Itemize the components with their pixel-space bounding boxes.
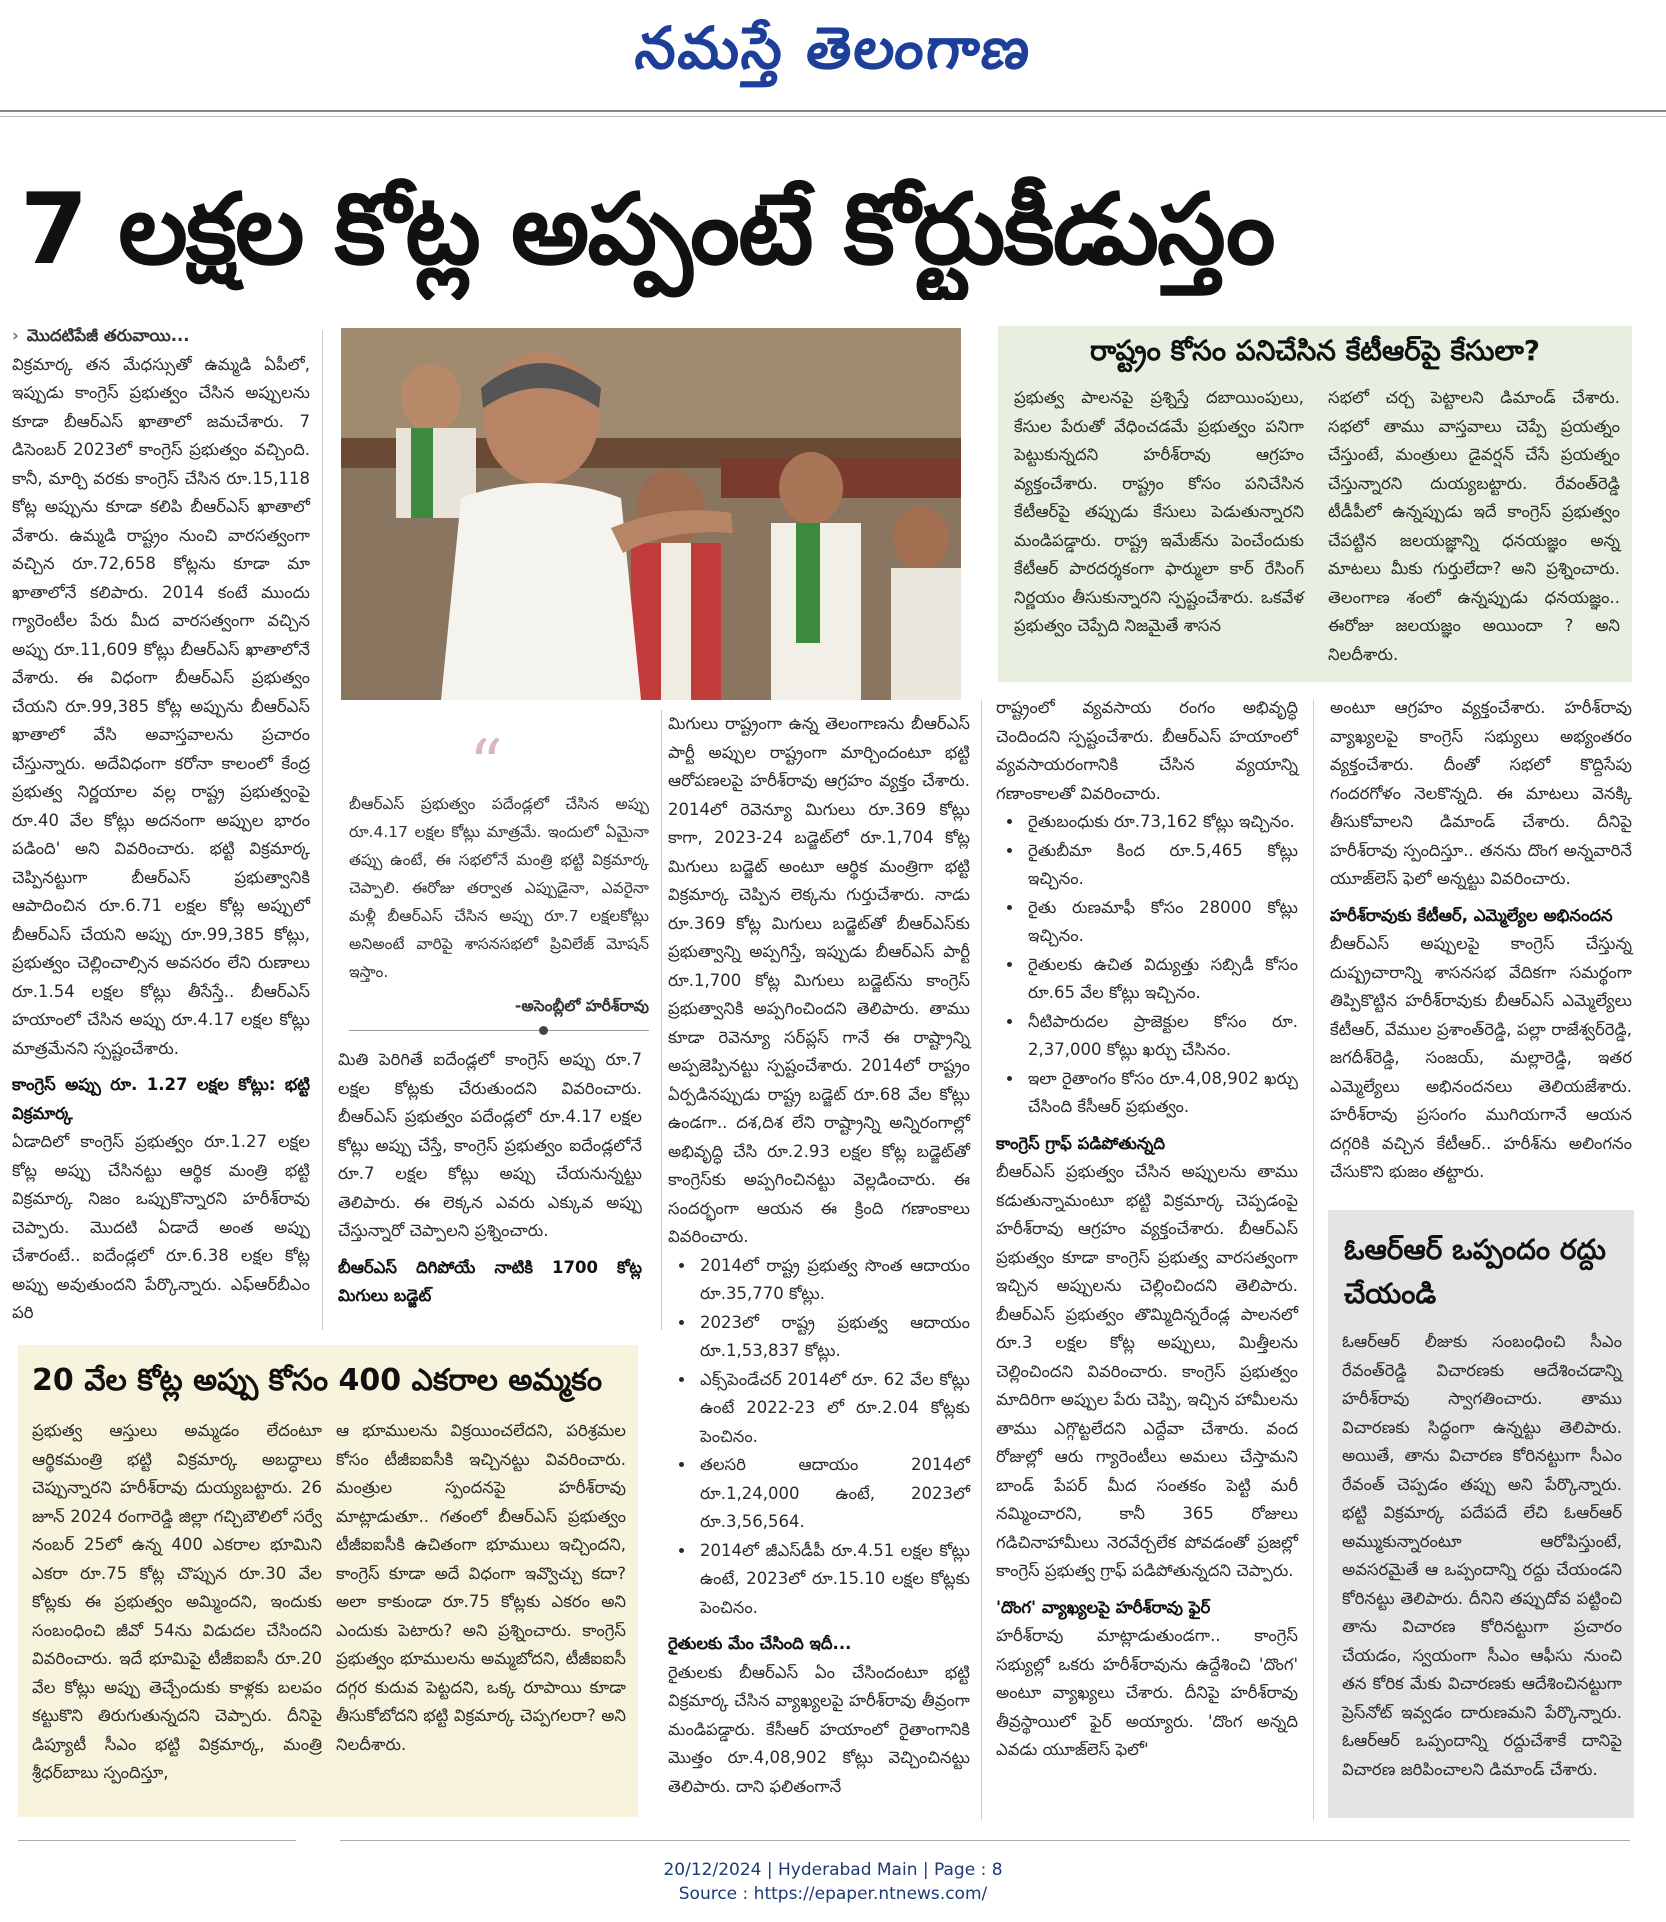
divider-dot-icon bbox=[539, 1026, 548, 1035]
article-paragraph: ఏడాదిలో కాంగ్రెస్ ప్రభుత్వం రూ.1.27 లక్షల కోట్ల అప్పు చేసినట్టు ఆర్థిక మంత్రి భట్టి విక్రమార్క నిజం ఒప్పుకొన్నారని హరీశ్‌రావు చెప్పారు. మొదటి ఏడాదే అంత అప్పు చేశారంటే.. ఐదేండ్లలో రూ.6.38 లక్షల కోట్ల అప్పు అవుతుందని పేర్కొన్నారు. ఎఫ్ఆర్‌బీఎం పరి bbox=[12, 1132, 310, 1322]
article-paragraph: రాష్ట్రంలో వ్యవసాయ రంగం అభివృద్ధి చెందిందని స్పష్టంచేశారు. బీఆర్ఎస్ హయాంలో వ్యవసాయరంగానికి చేసిన వ్యయాన్ని గణాంకాలతో వివరించారు. bbox=[996, 698, 1298, 803]
masthead bbox=[0, 0, 1666, 108]
column-divider bbox=[981, 700, 982, 1820]
box-text-right: సభలో చర్చ పెట్టాలని డిమాండ్ చేశారు. సభలో తాము వాస్తవాలు చెప్పే ప్రయత్నం చేస్తుంటే, మంత్రులు డైవర్షన్ చేసే ప్రయత్నం చేస్తున్నారని దుయ్యబట్టారు. రేవంత్‌రెడ్డి టీడీపీలో ఉన్నప్పుడు ఇదే కాంగ్రెస్ ప్రభుత్వం చేపట్టిన జలయజ్ఞాన్ని ధనయజ్ఞం అన్న మాటలు మీకు గుర్తులేదా? అని ప్రశ్నించారు. తెలంగాణ శంలో ఉన్నప్పుడు ధనయజ్ఞం.. ఈరోజు జలయజ్ఞం అయిందా ? అని నిలదీశారు. bbox=[1328, 388, 1620, 664]
land-sale-box bbox=[18, 1345, 638, 1817]
right-center-column bbox=[996, 694, 1298, 1765]
ktr-sidebar-box bbox=[998, 326, 1632, 682]
article-paragraph: రైతులకు బీఆర్ఎస్ ఏం చేసిందంటూ భట్టి విక్రమార్క చేసిన వ్యాఖ్యలపై హరీశ్‌రావు తీవ్రంగా మండిపడ్డారు. కేసీఆర్ హయాంలో రైతాంగానికి మొత్తం రూ.4,08,902 కోట్లు వెచ్చించినట్టు తెలిపారు. దాని ఫలితంగానే bbox=[668, 1662, 970, 1796]
quote-text: బీఆర్ఎస్ ప్రభుత్వం పదేండ్లలో చేసిన అప్పు రూ.4.17 లక్షల కోట్లు మాత్రమే. ఇందులో ఏమైనా తప్పు ఉంటే, ఈ సభలోనే మంత్రి భట్టి విక్రమార్క చెప్పాలి. ఈరోజు తర్వాత ఎప్పుడైనా, ఎవరైనా మళ్లీ బీఆర్ఎస్ చేసిన అప్పు రూ.7 లక్షలకోట్లు అనిఅంటే వారిపై శాసనసభలో ప్రివిలేజ్ మోషన్ ఇస్తాం. bbox=[349, 795, 649, 981]
edition-info: 20/12/2024 | Hyderabad Main | Page : 8 bbox=[663, 1860, 1003, 1880]
list-item: • 2023లో రాష్ట్ర ప్రభుత్వ ఆదాయం రూ.1,53,837 కోట్లు. bbox=[696, 1309, 970, 1366]
quote-mark-icon: “ bbox=[469, 726, 503, 803]
page-footer bbox=[0, 1858, 1666, 1906]
article-paragraph: మిగులు రాష్ట్రంగా ఉన్న తెలంగాణను బీఆర్ఎస్ పార్టీ అప్పుల రాష్ట్రంగా మార్చిందంటూ భట్టి ఆరోపణలపై హరీశ్‌రావు ఆగ్రహం వ్యక్తం చేశారు. 2014లో రెవెన్యూ మిగులు రూ.369 కోట్లు కాగా, 2023-24 బడ్జెట్‌లో రూ.1,704 కోట్ల మిగులు బడ్జెట్ అంటూ ఆర్థిక మంత్రిగా భట్టి విక్రమార్క చెప్పిన లెక్కను గుర్తుచేశారు. నాడు రూ.369 కోట్ల మిగులు బడ్జెట్‌తో బీఆర్ఎస్‌కు ప్రభుత్వాన్ని అప్పగిస్తే, ఇప్పుడు బీఆర్ఎస్ పార్టీ రూ.1,700 కోట్ల మిగులు బడ్జెట్‌ను కాంగ్రెస్ ప్రభుత్వానికి అప్పగించిందని తెలిపారు. తాము కూడా రెవెన్యూ సర్‌ప్లస్ గానే ఈ రాష్ట్రాన్ని అప్పజెప్పినట్టు స్పష్టంచేశారు. 2014లో రాష్ట్రం ఏర్పడినప్పుడు రాష్ట్ర బడ్జెట్ రూ.68 వేల కోట్లు ఉండగా.. దశ,దిశ లేని రాష్ట్రాన్ని అన్నిరంగాల్లో అభివృద్ధి చేసి రూ.2.93 లక్షల కోట్ల బడ్జెట్‌తో కాంగ్రెస్‌కు అప్పగించినట్టు వెల్లడించారు. ఈ సందర్భంగా ఆయన ఈ క్రింది గణాంకాలు వివరించారు. bbox=[668, 714, 970, 1246]
article-paragraph: బీఆర్ఎస్ అప్పులపై కాంగ్రెస్ చేస్తున్న దుష్ప్రచారాన్ని శాసనసభ వేదికగా సమర్థంగా తిప్పికొట్టిన హరీశ్‌రావుకు బీఆర్ఎస్ ఎమ్మెల్యేలు కేటీఆర్, వేముల ప్రశాంత్‌రెడ్డి, పల్లా రాజేశ్వర్‌రెడ్డి, జగదీశ్‌రెడ్డి, సంజయ్, మల్లారెడ్డి, ఇతర ఎమ్మెల్యేలు అభినందనలు తెలియజేశారు. హరీశ్‌రావు ప్రసంగం ముగియగానే ఆయన దగ్గరికి వచ్చిన కేటీఆర్.. హరీశ్‌ను అలింగనం చేసుకొని భుజం తట్టారు. bbox=[1330, 934, 1632, 1181]
quote-attribution: -అసెంబ్లీలో హరీశ్‌రావు bbox=[514, 997, 649, 1015]
subheading: బీఆర్ఎస్ దిగిపోయే నాటికి 1700 కోట్ల మిగులు బడ్జెట్ bbox=[338, 1257, 642, 1305]
bottom-divider bbox=[18, 1840, 296, 1841]
list-item: • నీటిపారుదల ప్రాజెక్టుల కోసం రూ. 2,37,000 కోట్లు ఖర్చు చేసినం. bbox=[1024, 1008, 1298, 1065]
article-paragraph: హరీశ్‌రావు మాట్లాడుతుండగా.. కాంగ్రెస్ సభ్యుల్లో ఒకరు హరీశ్‌రావును ఉద్దేశించి 'దొంగ' అంటూ వ్యాఖ్యలు చేశారు. దీనిపై హరీశ్‌రావు తీవ్రస్థాయిలో ఫైర్ అయ్యారు. 'దొంగ అన్నది ఎవడు యూజ్‌లెస్ ఫెలో' bbox=[996, 1626, 1298, 1759]
box-title: ఓఆర్ఆర్ ఒప్పందం రద్దు చేయండి bbox=[1344, 1233, 1606, 1310]
list-item: • తలసరి ఆదాయం 2014లో రూ.1,24,000 ఉంటే, 2023లో రూ.3,56,564. bbox=[696, 1451, 970, 1537]
newspaper-logo: నమస్తే తెలంగాణ bbox=[632, 14, 1036, 82]
bottom-divider bbox=[340, 1840, 1630, 1841]
list-item: • రైతుబీమా కింద రూ.5,465 కోట్లు ఇచ్చినం. bbox=[1024, 837, 1298, 894]
right-column bbox=[1330, 694, 1632, 1187]
source-link[interactable]: Source : https://epaper.ntnews.com/ bbox=[678, 1884, 988, 1904]
continued-kicker: మొదటిపేజీ తరువాయి... bbox=[26, 326, 190, 345]
list-item: • 2014లో రాష్ట్ర ప్రభుత్వ సొంత ఆదాయం రూ.35,770 కోట్లు. bbox=[696, 1252, 970, 1309]
chevron-right-icon: › bbox=[12, 326, 19, 345]
assembly-photo-illustration bbox=[341, 328, 961, 700]
subheading: కాంగ్రెస్ అప్పు రూ. 1.27 లక్షల కోట్లు: భట్టి విక్రమార్క bbox=[12, 1075, 310, 1123]
orr-box bbox=[1328, 1210, 1634, 1818]
box-text-right: ఆ భూములను విక్రయించలేదని, పరిశ్రమల కోసం టీజీఐఐసీకి ఇచ్చినట్టు వివరించారు. మంత్రుల స్పందనపై హరీశ్‌రావు మాట్లాడుతూ.. గతంలో బీఆర్ఎస్ ప్రభుత్వం టీజీఐఐసీకి ఉచితంగా భూములు ఇచ్చిందని, కాంగ్రెస్ కూడా అదే విధంగా ఇవ్వొచ్చు కదా? అలా కాకుండా రూ.75 కోట్లకు ఎకరం అని ఎందుకు పెటారు? అని ప్రశ్నించారు. కాంగ్రెస్ ప్రభుత్వం భూములను అమ్మబోదని, టీజీఐఐసీ దగ్గర కుదువ పెట్టదని, ఒక్క రూపాయి కూడా తీసుకోబోదని భట్టి విక్రమార్క చెప్పగలరా? అని నిలదీశారు. bbox=[336, 1421, 626, 1754]
box-text: ఓఆర్ఆర్ లీజుకు సంబంధించి సీఎం రేవంత్‌రెడ్డి విచారణకు ఆదేశించడాన్ని హరీశ్‌రావు స్వాగతించారు. తాము విచారణకు సిద్ధంగా ఉన్నట్టు తెలిపారు. అయితే, తాను విచారణ కోరినట్టుగా సీఎం రేవంత్ చెప్పడం తప్పు అని పేర్కొన్నారు. భట్టి విక్రమార్క పదేపదే లేచి ఓఆర్ఆర్ అమ్ముకున్నారంటూ ఆరోపిస్తుంటే, అవసరమైతే ఆ ఒప్పందాన్ని రద్దు చేయండని కోరినట్టు తెలిపారు. దీనిని తప్పుదోవ పట్టించి తాను విచారణ కోరినట్టుగా ప్రచారం చేయడం, స్వయంగా సీఎం ఆఫీసు నుంచి తన కోరిక మేకు విచారణకు ఆదేశించినట్టుగా ప్రెస్‌నోట్ ఇవ్వడం దారుణమని పేర్కొన్నారు. ఓఆర్ఆర్ ఒప్పందాన్ని రద్దుచేశాకే దానిపై విచారణ జరిపించాలని డిమాండ్ చేశారు. bbox=[1342, 1332, 1622, 1779]
masthead-divider bbox=[0, 110, 1666, 112]
center-column bbox=[668, 710, 970, 1801]
list-item: • రైతు రుణమాఫీ కోసం 28000 కోట్లు ఇచ్చినం. bbox=[1024, 894, 1298, 951]
list-item: • రైతులకు ఉచిత విద్యుత్తు సబ్సిడీ కోసం రూ.65 వేల కోట్లు ఇచ్చినం. bbox=[1024, 951, 1298, 1008]
article-paragraph: అంటూ ఆగ్రహం వ్యక్తంచేశారు. హరీశ్‌రావు వ్యాఖ్యలపై కాంగ్రెస్ సభ్యులు అభ్యంతరం వ్యక్తంచేశారు. దీంతో సభలో కొద్దిసేపు గందరగోళం నెలకొన్నది. ఈ మాటలు వెనక్కి తీసుకోవాలని డిమాండ్ చేశారు. దీనిపై హరీశ్‌రావు స్పందిస్తూ.. తనను దొంగ అన్నవారినే యూజ్‌లెస్ ఫెలో అన్నట్టు వివరించారు. bbox=[1330, 698, 1632, 888]
article-paragraph: మితి పెరిగితే ఐదేండ్లలో కాంగ్రెస్ అప్పు రూ.7 లక్షల కోట్లకు చేరుతుందని వివరించారు. బీఆర్ఎస్ ప్రభుత్వం పదేండ్లలో రూ.4.17 లక్షల కోట్లు అప్పు చేస్తే, కాంగ్రెస్ ప్రభుత్వం ఐదేండ్లలోనే రూ.7 లక్షల కోట్లు అప్పు చేయనున్నట్టు తెలిపారు. ఈ లెక్కన ఎవరు ఎక్కువ అప్పు చేస్తున్నారో చెప్పాలని ప్రశ్నించారు. bbox=[338, 1050, 642, 1240]
left-column bbox=[12, 322, 310, 1328]
list-item: • ఎక్స్‌పెండేచర్ 2014లో రూ. 62 వేల కోట్లు ఉంటే 2022-23 లో రూ.2.04 కోట్లకు పెంచినం. bbox=[696, 1366, 970, 1452]
middle-left-column bbox=[338, 1046, 642, 1311]
main-headline: 7 లక్షల కోట్ల అప్పంటే కోర్టుకీడుస్తం bbox=[20, 173, 1274, 287]
subheading: కాంగ్రెస్ గ్రాఫ్ పడిపోతున్నది bbox=[996, 1133, 1166, 1153]
list-item: • ఇలా రైతాంగం కోసం రూ.4,08,902 ఖర్చు చేసింది కేసీఆర్ ప్రభుత్వం. bbox=[1024, 1065, 1298, 1122]
article-paragraph: బీఆర్ఎస్ ప్రభుత్వం చేసిన అప్పులను తాము కడుతున్నామంటూ భట్టి విక్రమార్క చెప్పడంపై హరీశ్‌రావు ఆగ్రహం వ్యక్తంచేశారు. బీఆర్ఎస్ ప్రభుత్వం కూడా కాంగ్రెస్ ప్రభుత్వ వారసత్వంగా ఇచ్చిన అప్పులను చెల్లించిందని తెలిపారు. బీఆర్ఎస్ ప్రభుత్వం తొమ్మిదిన్నరేండ్ల పాలనలో రూ.3 లక్షల కోట్ల అప్పులు, మిత్తీలను చెల్లించిందని వివరించారు. కాంగ్రెస్ ప్రభుత్వం మాదిరిగా అప్పుల పేరు చెప్పి, ఇచ్చిన హామీలను తాము ఎగ్గొట్టలేదని ఎద్దేవా చేశారు. వంద రోజుల్లో ఆరు గ్యారెంటీలు అమలు చేస్తామని బాండ్ పేపర్ మీద సంతకం పెట్టి మరీ నమ్మించారని, కానీ 365 రోజులు గడిచినాహామీలు నెరవేర్చలేక పోవడంతో ప్రజల్లో కాంగ్రెస్ ప్రభుత్వ గ్రాఫ్ పడిపోతున్నదని చెప్పారు. bbox=[996, 1162, 1298, 1580]
subheading: 'దొంగ' వ్యాఖ్యలపై హరీశ్‌రావు ఫైర్ bbox=[996, 1597, 1211, 1617]
column-divider bbox=[322, 330, 323, 1330]
box-text-left: ప్రభుత్వ పాలనపై ప్రశ్నిస్తే దబాయింపులు, కేసుల పేరుతో వేధించడమే ప్రభుత్వం పనిగా పెట్టుకున్నదని హరీశ్‌రావు ఆగ్రహం వ్యక్తంచేశారు. రాష్ట్రం కోసం పనిచేసిన కేటీఆర్‌పై తప్పుడు కేసులు పెడుతున్నారని మండిపడ్డారు. రాష్ట్ర ఇమేజ్‌ను పెంచేందుకు కేటీఆర్ పారదర్శకంగా ఫార్ములా కార్ రేసింగ్ నిర్ణయం తీసుకున్నారని స్పష్టంచేశారు. ఒకవేళ ప్రభుత్వం చెప్పేది నిజమైతే శాసన bbox=[1014, 388, 1304, 635]
farmer-stats-list bbox=[996, 808, 1298, 1122]
subheading: హరీశ్‌రావుకు కేటీఆర్, ఎమ్మెల్యేల అభినందన bbox=[1330, 905, 1613, 925]
column-divider bbox=[661, 710, 662, 1330]
list-item: • 2014లో జీఎస్‌డీపీ రూ.4.51 లక్షల కోట్లు ఉంటే, 2023లో రూ.15.10 లక్షల కోట్లకు పెంచినం. bbox=[696, 1537, 970, 1623]
pull-quote bbox=[349, 726, 649, 1031]
assembly-photo bbox=[341, 328, 961, 700]
box-text-left: ప్రభుత్వ ఆస్తులు అమ్మడం లేదంటూ ఆర్థికమంత్రి భట్టి విక్రమార్క అబద్ధాలు చెప్పున్నారని హరీశ్‌రావు దుయ్యబట్టారు. 26 జూన్ 2024 రంగారెడ్డి జిల్లా గచ్చిబౌలిలో సర్వే నంబర్ 25లో ఉన్న 400 ఎకరాల భూమిని ఎకరా రూ.75 కోట్ల చొప్పున రూ.30 వేల కోట్లకు ఈ ప్రభుత్వం అమ్మిందని, ఇందుకు సంబంధించి జీవో 54ను విడుదల చేసిందని వివరించారు. ఇదే భూమిపై టీజీఐఐసీ రూ.20 వేల కోట్లు అప్పు తెచ్చేందుకు కాళ్లకు బలపం కట్టుకొని తిరుగుతున్నదని చెప్పారు. దీనిపై డిప్యూటీ సీఎం భట్టి విక్రమార్క, మంత్రి శ్రీధర్‌బాబు స్పందిస్తూ, bbox=[32, 1421, 322, 1782]
column-divider bbox=[1313, 700, 1314, 1820]
box-title: 20 వేల కోట్ల అప్పు కోసం 400 ఎకరాల అమ్మకం bbox=[32, 1363, 603, 1398]
quote-divider bbox=[349, 1030, 649, 1031]
stats-list bbox=[668, 1252, 970, 1623]
subheading: రైతులకు మేం చేసింది ఇదీ... bbox=[668, 1634, 852, 1653]
box-title: రాష్ట్రం కోసం పనిచేసిన కేటీఆర్‌పై కేసులా? bbox=[1089, 334, 1541, 367]
article-paragraph: విక్రమార్క తన మేధస్సుతో ఉమ్మడి ఏపీలో, ఇప్పుడు కాంగ్రెస్ ప్రభుత్వం చేసిన అప్పులను కూడా బీఆర్ఎస్ ఖాతాలో జమచేశారు. 7 డిసెంబర్ 2023లో కాంగ్రెస్ ప్రభుత్వం వచ్చింది. కానీ, మార్చి వరకు కాంగ్రెస్ చేసిన రూ.15,118 కోట్ల అప్పును కూడా కలిపి బీఆర్ఎస్ ఖాతాలో వేశారు. ఉమ్మడి రాష్ట్రం నుంచి వారసత్వంగా వచ్చిన రూ.72,658 కోట్లను కూడా మా ఖాతాలోనే కలిపారు. 2014 కంటే ముందు గ్యారెంటీల పేరు మీద వారసత్వంగా వచ్చిన అప్పు రూ.11,609 కోట్లు బీఆర్ఎస్ ఖాతాలోనే వేశారు. ఈ విధంగా బీఆర్ఎస్ ప్రభుత్వం చేయని రూ.99,385 కోట్ల అప్పును బీఆర్ఎస్ ఖాతాలో వేసి అవాస్తవాలను ప్రచారం చేస్తున్నారు. అదేవిధంగా కరోనా కాలంలో కేంద్ర ప్రభుత్వ నిర్ణయాల వల్ల రాష్ట్ర ప్రభుత్వంపై రూ.40 వేల కోట్లు అదనంగా అప్పుల భారం పడింది' అని వివరించారు. భట్టి విక్రమార్క చెప్పినట్టుగా బీఆర్ఎస్ ప్రభుత్వానికి ఆపాదించిన రూ.6.71 లక్షల కోట్ల అప్పులో బీఆర్ఎస్ చేయని అప్పు రూ.99,385 కోట్లు, ప్రభుత్వం చెల్లించాల్సిన అవసరం లేని రుణాలు రూ.1.54 లక్షల కోట్లు తీసేస్తే.. బీఆర్ఎస్ హయాంలో చేసిన అప్పు రూ.4.17 లక్షల కోట్లు మాత్రమేనని స్పష్టంచేశారు. bbox=[12, 354, 310, 1058]
masthead-divider-thin bbox=[0, 116, 1666, 117]
list-item: • రైతుబంధుకు రూ.73,162 కోట్లు ఇచ్చినం. bbox=[1024, 808, 1298, 837]
